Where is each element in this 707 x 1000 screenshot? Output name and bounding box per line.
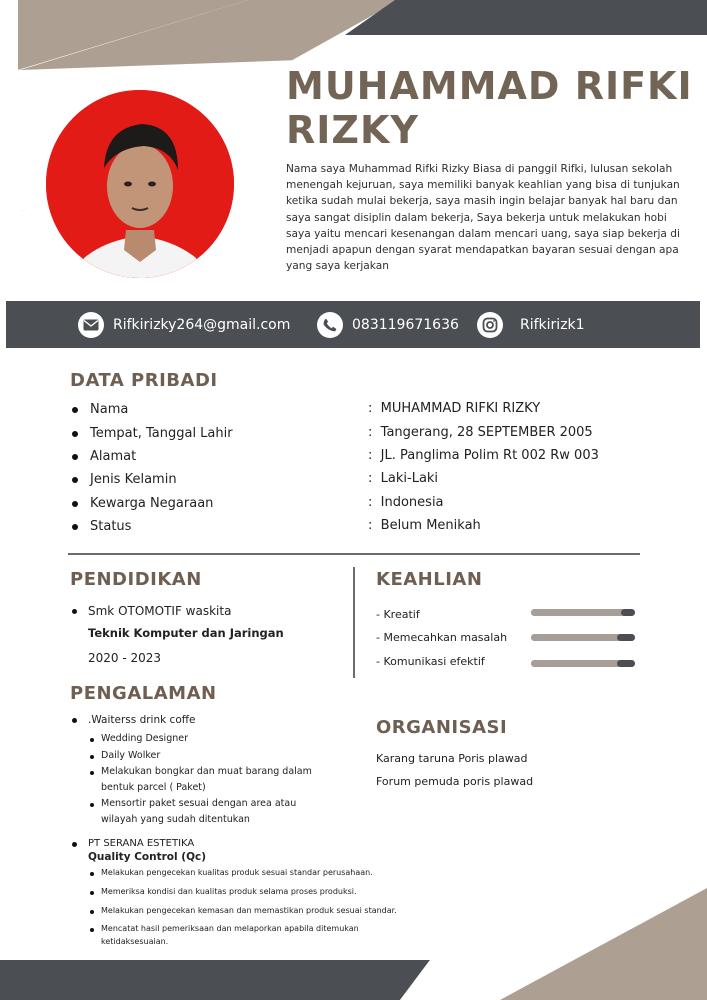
phone-text: 083119671636 <box>352 317 459 333</box>
value-text: Laki-Laki <box>380 471 439 486</box>
profile-photo <box>46 90 234 278</box>
job2-title: PT SERANA ESTETIKA <box>88 838 195 849</box>
name-line-2: RIZKY <box>286 108 419 152</box>
personal-label-status: Status <box>90 519 132 534</box>
name-line-1: MUHAMMAD RIFKI <box>286 64 693 108</box>
personal-label-ttl: Tempat, Tanggal Lahir <box>90 426 233 441</box>
personal-value-ttl: : Tangerang, 28 SEPTEMBER 2005 <box>368 425 593 440</box>
phone-icon <box>317 312 343 338</box>
email-text: Rifkirizky264@gmail.com <box>113 317 291 333</box>
section-divider <box>68 553 640 555</box>
bottom-right-taupe-shape <box>500 888 707 1000</box>
bullet-icon <box>72 431 78 437</box>
skill-bar-fill <box>531 660 619 667</box>
contact-phone[interactable] <box>317 313 459 337</box>
bullet-icon <box>90 910 94 914</box>
skill-bar-end <box>617 634 635 641</box>
job2-item: Melakukan pengecekan kemasan dan memastikan produk sesuai standar. <box>101 906 397 915</box>
job1-item: Wedding Designer <box>101 733 189 744</box>
bullet-icon <box>90 872 94 876</box>
bullet-icon <box>72 609 77 614</box>
organisasi-item: Forum pemuda poris plawad <box>376 775 534 788</box>
bullet-icon <box>72 454 78 460</box>
bullet-icon <box>72 842 77 847</box>
pendidikan-title: PENDIDIKAN <box>70 569 202 590</box>
personal-value-status: : Belum Menikah <box>368 518 481 533</box>
column-divider <box>353 567 355 678</box>
skill-bar-end <box>621 609 635 616</box>
pengalaman-title: PENGALAMAN <box>70 683 217 704</box>
job1-item-continued: wilayah yang sudah ditentukan <box>101 814 250 825</box>
bullet-icon <box>90 771 94 775</box>
skill-label: - Kreatif <box>376 608 420 621</box>
skill-label: - Memecahkan masalah <box>376 631 508 644</box>
bullet-icon <box>90 891 94 895</box>
job1-item: Melakukan bongkar dan muat barang dalam <box>101 766 312 777</box>
job2-item: Mencatat hasil pemeriksaan dan melaporkan apabila ditemukan <box>101 924 359 933</box>
personal-label-jenis-kelamin: Jenis Kelamin <box>90 472 177 487</box>
personal-value-kewarganegaraan: : Indonesia <box>368 495 444 510</box>
data-pribadi-title: DATA PRIBADI <box>70 370 218 391</box>
job2-role: Quality Control (Qc) <box>88 851 207 863</box>
job1-item: Mensortir paket sesuai dengan area atau <box>101 798 297 809</box>
bullet-icon <box>72 477 78 483</box>
person-silhouette-icon <box>46 90 234 278</box>
job1-item: Daily Wolker <box>101 750 161 761</box>
value-text: Tangerang, 28 SEPTEMBER 2005 <box>380 425 593 440</box>
profile-summary: Nama saya Muhammad Rifki Rizky Biasa di panggil Rifki, lulusan sekolah menengah kejuruan, saya memiliki banyak keahlian yang bisa di tunjukan ketika sudah mulai bekerja, saya masih ingin belajar banyak hal baru dan saya sangat disiplin dalam bekerja, Saya bekerja untuk melakukan hobi saya yaitu mencari kesenangan dalam mencari uang, saya siap bekerja di menjadi apapun dengan syarat mendapatkan bayaran sesuai dengan apa yang saya kerjakan <box>286 163 680 273</box>
instagram-icon <box>477 312 503 338</box>
job2-item-continued: ketidaksesuaian. <box>101 937 169 946</box>
bullet-icon <box>72 718 77 723</box>
bullet-icon <box>90 738 94 742</box>
job2-item: Memeriksa kondisi dan kualitas produk selama proses produksi. <box>101 887 357 896</box>
skill-bar <box>531 660 635 667</box>
bottom-left-gray-bar <box>0 960 430 1000</box>
education-years: 2020 - 2023 <box>88 651 162 665</box>
personal-value-jenis-kelamin: : Laki-Laki <box>368 471 439 486</box>
contact-instagram[interactable] <box>477 313 585 337</box>
organisasi-title: ORGANISASI <box>376 717 508 738</box>
instagram-text: Rifkirizk1 <box>520 317 585 333</box>
mail-icon <box>78 312 104 338</box>
full-name-heading <box>286 64 696 152</box>
school-name: Smk OTOMOTIF waskita <box>88 604 232 618</box>
bullet-icon <box>90 928 94 932</box>
skill-bar-fill <box>531 634 619 641</box>
personal-value-nama: : MUHAMMAD RIFKI RIZKY <box>368 401 541 416</box>
personal-label-alamat: Alamat <box>90 449 137 464</box>
job1-title: .Waiterss drink coffe <box>88 714 196 726</box>
contact-email[interactable] <box>78 313 290 337</box>
major-name: Teknik Komputer dan Jaringan <box>88 626 284 640</box>
value-text: Indonesia <box>380 495 444 510</box>
skill-bar <box>531 634 635 641</box>
keahlian-title: KEAHLIAN <box>376 569 483 590</box>
top-right-gray-shape <box>345 0 707 35</box>
skill-label: - Komunikasi efektif <box>376 655 485 668</box>
bullet-icon <box>72 501 78 507</box>
value-text: JL. Panglima Polim Rt 002 Rw 003 <box>380 448 599 463</box>
job2-item: Melakukan pengecekan kualitas produk sesuai standar perusahaan. <box>101 868 373 877</box>
skill-bar <box>531 609 635 616</box>
value-text: MUHAMMAD RIFKI RIZKY <box>380 401 541 416</box>
personal-value-alamat: : JL. Panglima Polim Rt 002 Rw 003 <box>368 448 599 463</box>
bullet-icon <box>90 755 94 759</box>
bullet-icon <box>72 407 78 413</box>
bullet-icon <box>90 803 94 807</box>
value-text: Belum Menikah <box>380 518 481 533</box>
personal-label-kewarganegaraan: Kewarga Negaraan <box>90 496 214 511</box>
skill-bar-fill <box>531 609 625 616</box>
organisasi-item: Karang taruna Poris plawad <box>376 752 528 765</box>
bullet-icon <box>72 524 78 530</box>
personal-label-nama: Nama <box>90 402 129 417</box>
job1-item-continued: bentuk parcel ( Paket) <box>101 782 206 793</box>
skill-bar-end <box>617 660 635 667</box>
